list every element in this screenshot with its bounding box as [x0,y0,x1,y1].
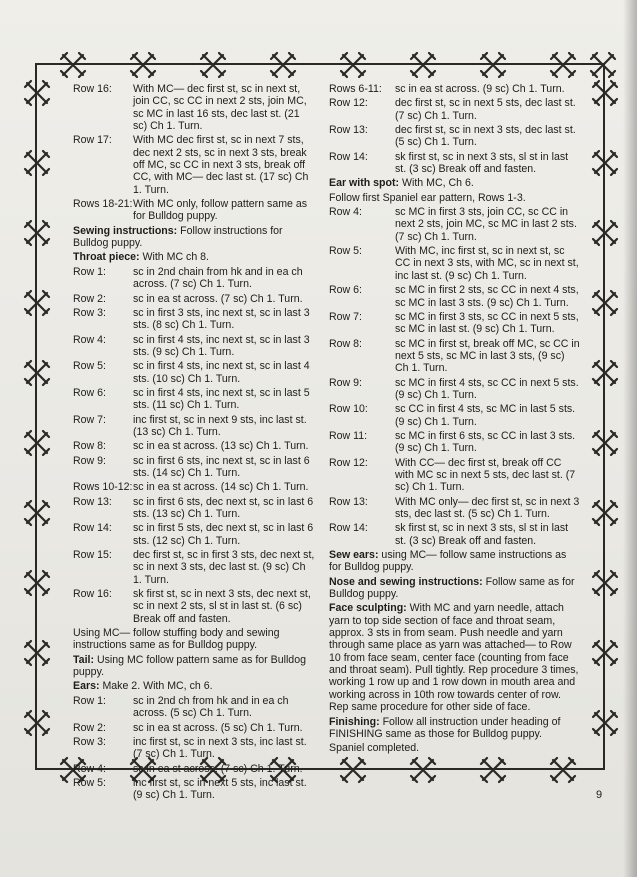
row-label: Row 8: [329,337,362,350]
row-label: Row 14: [73,522,112,535]
section-heading: Tail: [73,653,94,666]
row-instruction: sc MC in first 3 sts, join CC, sc CC in next 2 sts, join MC, sc MC in last 2 sts. (7 sc) Ch 1. Turn. [395,206,577,243]
cross-stitch-x-icon [22,568,52,598]
cross-stitch-x-icon [128,50,158,80]
cross-stitch-x-icon [590,708,620,738]
row-instruction: sc in ea st across. (13 sc) Ch 1. Turn. [133,440,309,453]
row-instruction: dec first st, sc in next 3 sts, dec last st. (5 sc) Ch 1. Turn. [395,124,576,149]
row-instruction: sc in ea st across. (5 sc) Ch 1. Turn. [133,721,303,734]
pattern-row [329,338,580,375]
paragraph-text: Follow first Spaniel ear pattern, Rows 1-3. [329,191,526,204]
row-label: Row 9: [73,454,106,467]
right-column [329,83,580,757]
cross-stitch-x-icon [22,78,52,108]
instruction-paragraph [73,654,316,679]
pattern-row [73,387,316,412]
cross-stitch-x-icon [22,498,52,528]
paragraph-text: Follow instructions for Bulldog puppy. [73,224,283,250]
pattern-row [73,440,316,452]
pattern-row [329,151,580,176]
pattern-row [73,134,316,196]
instruction-paragraph [329,576,580,601]
cross-stitch-x-icon [22,638,52,668]
row-instruction: sc in ea st across. (7 sc) Ch 1. Turn. [133,762,303,775]
row-instruction: sc CC in first 4 sts, sc MC in last 5 sts. (9 sc) Ch 1. Turn. [395,403,576,428]
row-instruction: sc in first 4 sts, inc next st, sc in last 4 sts. (10 sc) Ch 1. Turn. [133,360,310,385]
pattern-row [73,198,316,223]
cross-stitch-x-icon [408,50,438,80]
pattern-row [73,83,316,132]
pattern-row [73,414,316,439]
paragraph-text: Spaniel completed. [329,742,420,755]
instruction-paragraph [329,192,580,204]
row-label: Row 3: [73,306,106,319]
row-label: Row 4: [329,206,362,219]
cross-stitch-x-icon [478,755,508,785]
section-heading: Finishing: [329,715,380,728]
cross-stitch-x-icon [22,428,52,458]
section-heading: Ear with spot: [329,177,400,190]
instruction-paragraph [73,251,316,263]
cross-stitch-x-icon [338,755,368,785]
instruction-paragraph [73,627,316,652]
pattern-row [73,266,316,291]
paragraph-text: With MC ch 8. [142,251,210,264]
cross-stitch-x-icon [548,755,578,785]
pattern-row [329,377,580,402]
section-heading: Ears: [73,680,100,693]
instruction-paragraph [329,742,580,754]
row-label: Row 4: [73,762,106,775]
instruction-paragraph [329,177,580,189]
section-heading: Sewing instructions: [73,224,178,237]
pattern-row [73,455,316,480]
row-label: Row 4: [73,333,106,346]
row-label: Row 5: [73,776,106,789]
pattern-row [73,549,316,586]
row-label: Row 1: [73,694,106,707]
row-label: Row 12: [329,97,368,110]
left-column [73,83,316,804]
row-label: Row 6: [73,386,106,399]
pattern-row [73,293,316,305]
cross-stitch-x-icon [590,218,620,248]
section-heading: Face sculpting: [329,602,407,615]
paragraph-text: Follow all instruction under heading of FINISHING same as those for Bulldog puppy. [329,715,561,740]
pattern-row [73,481,316,493]
pattern-row [329,97,580,122]
row-instruction: With MC only— dec first st, sc in next 3 sts, dec last st. (5 sc) Ch 1. Turn. [395,495,580,520]
row-instruction: sc MC in first 6 sts, sc CC in last 3 sts. (9 sc) Ch 1. Turn. [395,429,576,455]
pattern-row [329,403,580,428]
row-label: Row 7: [73,413,106,426]
row-instruction: inc first st, sc in next 3 sts, inc last st. (7 sc) Ch 1. Turn. [133,735,307,761]
row-instruction: sc in first 4 sts, inc next st, sc in last 5 sts. (11 sc) Ch 1. Turn. [133,386,310,412]
pattern-row [329,430,580,455]
cross-stitch-x-icon [22,288,52,318]
row-label: Rows 6-11: [329,83,382,95]
row-instruction: dec first st, sc in next 5 sts, dec last st. (7 sc) Ch 1. Turn. [395,97,576,122]
cross-stitch-x-icon [590,288,620,318]
pattern-row [73,588,316,625]
row-label: Row 3: [73,735,106,748]
row-label: Row 5: [329,245,362,258]
pattern-row [329,457,580,494]
row-instruction: sc in 2nd chain from hk and in ea ch across. (7 sc) Ch 1. Turn. [133,265,303,291]
row-label: Row 9: [329,376,362,389]
section-heading: Nose and sewing instructions: [329,575,483,588]
row-label: Row 6: [329,284,362,297]
row-label: Row 7: [329,310,362,323]
row-instruction: With CC— dec first st, break off CC with MC sc in next 5 sts, dec last st. (7 sc) Ch 1. Turn. [395,456,576,494]
paragraph-text: Using MC follow pattern same as for Bulldog puppy. [73,653,306,679]
cross-stitch-x-icon [338,50,368,80]
instruction-paragraph [73,680,316,692]
row-instruction: dec first st, sc in first 3 sts, dec next st, sc in next 3 sts, dec last st. (9 sc) Ch 1. Turn. [133,549,315,586]
pattern-row [73,307,316,332]
pattern-row [73,522,316,547]
row-label: Row 2: [73,721,106,734]
cross-stitch-x-icon [590,148,620,178]
pattern-row [73,722,316,734]
row-instruction: sc in ea st across. (9 sc) Ch 1. Turn. [395,83,565,95]
section-heading: Sew ears: [329,549,379,562]
row-label: Row 16: [73,83,112,95]
cross-stitch-x-icon [590,568,620,598]
row-instruction: sk first st, sc in next 3 sts, sl st in last st. (3 sc) Break off and fasten. [395,522,569,547]
row-label: Row 14: [329,150,368,163]
cross-stitch-x-icon [22,218,52,248]
pattern-row [73,360,316,385]
row-instruction: With MC only, follow pattern same as for Bulldog puppy. [133,198,308,223]
instruction-paragraph [329,602,580,713]
row-label: Row 10: [329,403,368,416]
row-instruction: With MC— dec first st, sc in next st, join CC, sc CC in next 2 sts, join MC, sc MC in last 16 sts, dec last st. (21 sc) Ch 1. Turn. [133,83,307,133]
pattern-row [329,245,580,282]
row-instruction: sc in ea st across. (14 sc) Ch 1. Turn. [133,481,309,494]
instruction-paragraph [73,225,316,250]
row-instruction: inc first st, sc in next 9 sts, inc last st. (13 sc) Ch 1. Turn. [133,413,307,438]
cross-stitch-x-icon [590,78,620,108]
row-label: Rows 18-21: [73,198,133,211]
instruction-paragraph [329,549,580,574]
pattern-row [73,777,316,802]
row-label: Row 15: [73,549,112,562]
row-label: Row 5: [73,360,106,373]
paragraph-text: With MC, Ch 6. [402,177,474,190]
cross-stitch-x-icon [198,50,228,80]
cross-stitch-x-icon [590,498,620,528]
instruction-paragraph [329,716,580,741]
row-label: Rows 10-12: [73,481,133,494]
paragraph-text: Using MC— follow stuffing body and sewing instructions same as for Bulldog puppy. [73,627,280,652]
cross-stitch-x-icon [590,428,620,458]
pattern-row [329,206,580,243]
cross-stitch-x-icon [588,50,618,80]
row-label: Row 17: [73,134,112,147]
row-label: Row 14: [329,522,368,535]
cross-stitch-x-icon [58,50,88,80]
pattern-row [73,695,316,720]
pattern-row [329,124,580,149]
row-instruction: sc in 2nd ch from hk and in ea ch across. (5 sc) Ch 1. Turn. [133,694,289,720]
paragraph-text: With MC and yarn needle, attach yarn to top side section of face and throat seam, approx. 3 sts in from seam. Push needle and yarn through same place as yarn was attached— to Row 10 from face seam, center face (counting from face and throat seam). Pull tightly. Rep procedure 3 times, working 1 row up and 1 row down in mouth area and working across in 10th row towards center of row. Rep same procedure for other side of face. [329,602,579,714]
pattern-row [329,522,580,547]
row-label: Row 1: [73,265,106,278]
row-label: Row 12: [329,456,368,469]
cross-stitch-x-icon [478,50,508,80]
row-instruction: sc in first 5 sts, dec next st, sc in last 6 sts. (12 sc) Ch 1. Turn. [133,522,314,547]
row-instruction: sc in first 6 sts, inc next st, sc in last 6 sts. (14 sc) Ch 1. Turn. [133,454,310,479]
cross-stitch-x-icon [548,50,578,80]
row-label: Row 11: [329,429,368,442]
row-instruction: sc in first 3 sts, inc next st, sc in last 3 sts. (8 sc) Ch 1. Turn. [133,306,310,332]
cross-stitch-x-icon [268,50,298,80]
row-instruction: sc MC in first st, break off MC, sc CC in next 5 sts, sc MC in last 3 sts, (9 sc) Ch 1. Turn. [395,337,580,375]
cross-stitch-x-icon [590,638,620,668]
cross-stitch-x-icon [408,755,438,785]
pattern-row [329,311,580,336]
section-heading: Throat piece: [73,251,140,264]
paragraph-text: Make 2. With MC, ch 6. [102,680,213,693]
paragraph-text: using MC— follow same instructions as for Bulldog puppy. [329,549,567,574]
pattern-row [329,83,580,95]
cross-stitch-x-icon [590,358,620,388]
row-label: Row 2: [73,292,106,305]
row-label: Row 16: [73,588,112,601]
cross-stitch-x-icon [22,708,52,738]
row-label: Row 13: [329,495,368,508]
row-label: Row 13: [73,495,112,508]
pattern-row [329,284,580,309]
row-instruction: inc first st, sc in next 5 sts, inc last st. (9 sc) Ch 1. Turn. [133,776,307,802]
page-gutter-shadow [623,0,637,877]
row-instruction: sc MC in first 3 sts, sc CC in next 5 sts, sc MC in last st. (9 sc) Ch 1. Turn. [395,310,579,336]
cross-stitch-x-icon [22,148,52,178]
pattern-row [73,496,316,521]
row-label: Row 13: [329,124,368,137]
paragraph-text: Follow same as for Bulldog puppy. [329,575,575,601]
row-instruction: sc in first 6 sts, dec next st, sc in last 6 sts. (13 sc) Ch 1. Turn. [133,495,314,520]
page-number: 9 [596,789,603,801]
row-instruction: sk first st, sc in next 3 sts, sl st in last st. (3 sc) Break off and fasten. [395,150,569,176]
pattern-row [73,763,316,775]
cross-stitch-x-icon [22,358,52,388]
row-instruction: sk first st, sc in next 3 sts, dec next st, sc in next 2 sts, sl st in last st. (6 sc) Break off and fasten. [133,588,311,625]
row-instruction: sc in ea st across. (7 sc) Ch 1. Turn. [133,292,303,305]
row-instruction: With MC dec first st, sc in next 7 sts, dec next 2 sts, sc in next 3 sts, break off MC, sc CC in next 3 sts, break off CC, with MC— dec last st. (17 sc) Ch 1. Turn. [133,134,309,196]
pattern-row [73,736,316,761]
row-instruction: sc MC in first 2 sts, sc CC in next 4 sts, sc MC in last 3 sts. (9 sc) Ch 1. Turn. [395,284,579,309]
row-instruction: sc in first 4 sts, inc next st, sc in last 3 sts. (9 sc) Ch 1. Turn. [133,333,310,358]
pattern-row [329,496,580,521]
row-instruction: With MC, inc first st, sc in next st, sc CC in next 3 sts, with MC, sc in next st, inc last st. (9 sc) Ch 1. Turn. [395,245,579,282]
pattern-row [73,334,316,359]
row-label: Row 8: [73,440,106,453]
row-instruction: sc MC in first 4 sts, sc CC in next 5 sts. (9 sc) Ch 1. Turn. [395,376,579,401]
